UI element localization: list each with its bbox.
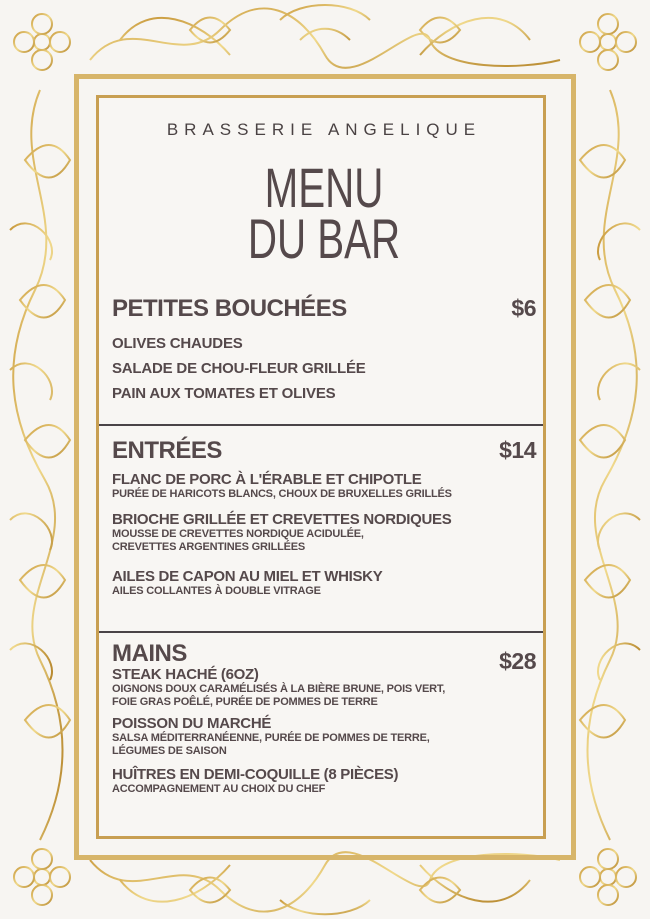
menu-item — [112, 511, 536, 554]
menu-title-line1: MENU — [264, 156, 384, 219]
flower-icon — [14, 14, 70, 70]
menu-item — [112, 568, 536, 598]
section-title: MAINS — [112, 640, 187, 667]
menu-item — [112, 766, 536, 796]
menu-section-entrees — [112, 437, 536, 598]
section-header — [112, 437, 536, 465]
section-price: $6 — [511, 295, 536, 321]
menu-title-line2: DU BAR — [247, 207, 401, 270]
section-header — [112, 295, 536, 323]
menu-item — [112, 666, 536, 709]
dish-description: OIGNONS DOUX CARAMÉLISÉS À LA BIÈRE BRUNE, POIS VERT, — [112, 683, 446, 695]
dish-description: MOUSSE DE CREVETTES NORDIQUE ACIDULÉE, — [112, 528, 364, 540]
dish-description: CREVETTES ARGENTINES GRILLÉES — [112, 541, 306, 553]
section-price: $28 — [499, 648, 536, 674]
section-divider — [99, 631, 543, 633]
flower-icon — [580, 14, 636, 70]
menu-item — [112, 471, 536, 501]
menu-item: PAIN AUX TOMATES ET OLIVES — [112, 385, 336, 402]
dish-name: POISSON DU MARCHÉ — [112, 715, 272, 732]
section-divider — [99, 424, 543, 426]
section-header — [112, 640, 536, 674]
dish-description: AILES COLLANTES À DOUBLE VITRAGE — [112, 585, 321, 597]
dish-name: FLANC DE PORC À L'ÉRABLE ET CHIPOTLE — [112, 471, 422, 488]
section-title: ENTRÉES — [112, 437, 222, 464]
dish-description: PURÉE DE HARICOTS BLANCS, CHOUX DE BRUXELLES GRILLÉS — [112, 488, 452, 500]
flower-icon — [14, 849, 70, 905]
dish-name: STEAK HACHÉ (6OZ) — [112, 666, 259, 683]
menu-item: SALADE DE CHOU-FLEUR GRILLÉE — [112, 360, 366, 377]
flower-icon — [580, 849, 636, 905]
restaurant-name: BRASSERIE ANGELIQUE — [166, 120, 482, 139]
menu-item — [112, 715, 536, 758]
dish-name: AILES DE CAPON AU MIEL ET WHISKY — [112, 568, 383, 585]
menu-section-petites-bouchees — [112, 295, 536, 402]
dish-description: LÉGUMES DE SAISON — [112, 745, 227, 757]
dish-description: FOIE GRAS POÊLÉ, PURÉE DE POMMES DE TERRE — [112, 696, 378, 708]
dish-name: HUÎTRES EN DEMI-COQUILLE (8 PIÈCES) — [112, 766, 399, 783]
section-title: PETITES BOUCHÉES — [112, 295, 347, 322]
menu-section-mains — [112, 640, 536, 796]
section-price: $14 — [499, 437, 536, 463]
dish-name: BRIOCHE GRILLÉE ET CREVETTES NORDIQUES — [112, 511, 452, 528]
dish-description: ACCOMPAGNEMENT AU CHOIX DU CHEF — [112, 783, 326, 795]
dish-description: SALSA MÉDITERRANÉENNE, PURÉE DE POMMES DE TERRE, — [112, 732, 430, 744]
menu-item: OLIVES CHAUDES — [112, 335, 243, 352]
